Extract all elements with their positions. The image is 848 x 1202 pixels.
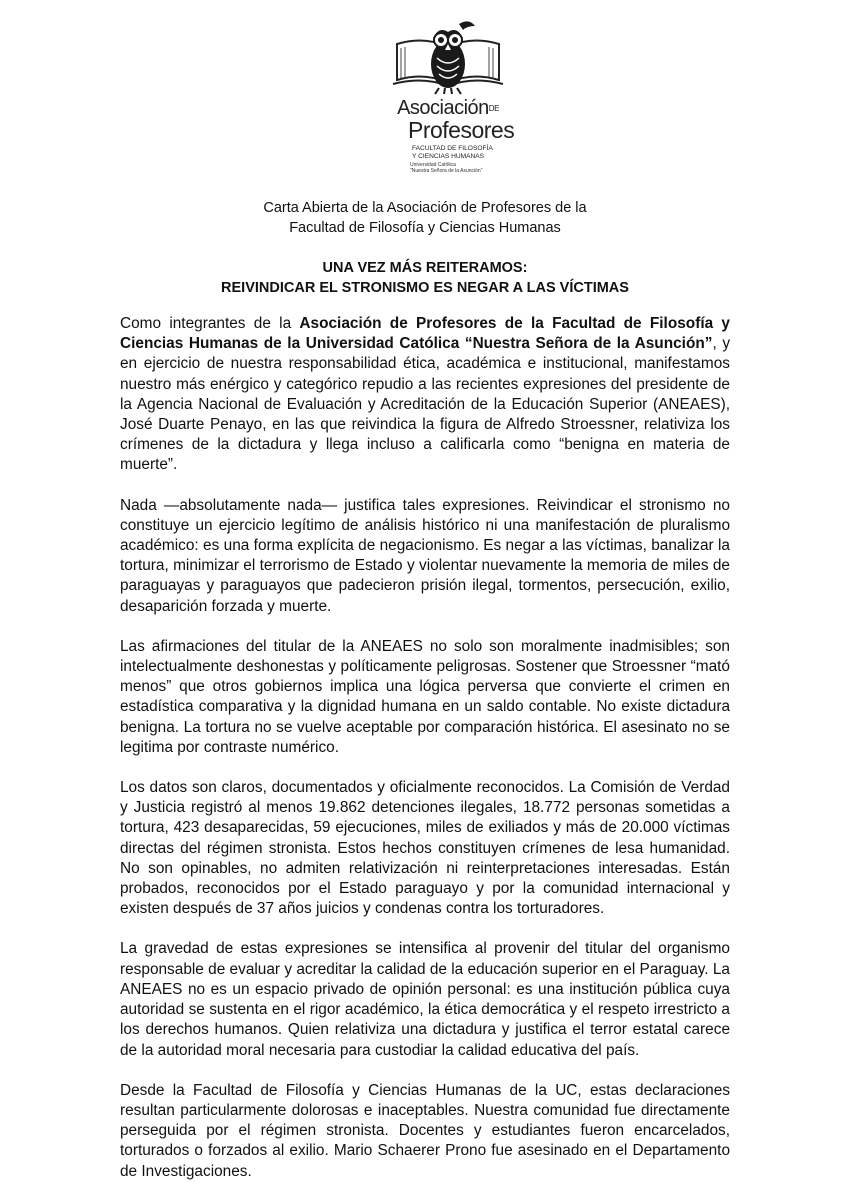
logo-word-profesores: Profesores [408, 117, 515, 143]
headline-line1: UNA VEZ MÁS REITERAMOS: [322, 260, 528, 276]
association-logo [388, 14, 515, 179]
paragraph-1-rest: , y en ejercicio de nuestra responsabilidad ética, académica e institucional, manifestamos nuestro más enérgico y categórico repudio a las recientes expresiones del presidente de la Agencia Nacional de Evaluación y Acreditación de la Educación Superior (ANEAES), José Duarte Penayo, en las que reivindica la figura de Alfredo Stroessner, relativiza los crímenes de la dictadura y llega incluso a calificarla como “benigna en materia de muerte”. [120, 335, 731, 474]
subtitle-line2: Facultad de Filosofía y Ciencias Humanas [289, 220, 561, 236]
logo-university-text [388, 162, 508, 174]
paragraph-1 [120, 314, 730, 476]
logo-faculty-line1: FACULTAD DE FILOSOFÍA [412, 145, 493, 152]
paragraph-2: Nada —absolutamente nada— justifica tales expresiones. Reivindicar el stronismo no constituye un ejercicio legítimo de análisis histórico ni una manifestación de pluralismo académico: es una forma explícita de negacionismo. Es negar a las víctimas, banalizar la tortura, minimizar el terrorismo de Estado y violentar nuevamente la memoria de miles de paraguayas y paraguayos que padecieron prisión ilegal, tormentos, persecución, exilio, desaparición forzada y muerte. [120, 496, 730, 615]
paragraph-1-intro: Como integrantes de la [120, 315, 300, 332]
headline-line2: REIVINDICAR EL STRONISMO ES NEGAR A LAS VÍCTIMAS [221, 280, 629, 296]
paragraph-6: Desde la Facultad de Filosofía y Ciencias Humanas de la UC, estas declaraciones resultan particularmente dolorosas e inaceptables. Nuestra comunidad fue directamente perseguida por el régimen stronista. Docentes y estudiantes fueron encarcelados, torturados o forzados al exilio. Mario Schaerer Prono fue asesinado en el Departamento de Investigaciones. [120, 1081, 730, 1180]
logo-title-line [388, 98, 508, 119]
logo-university-line1: Universidad Católica [410, 162, 456, 168]
paragraph-5: La gravedad de estas expresiones se intensifica al provenir del titular del organismo responsable de evaluar y acreditar la calidad de la educación superior en el Paraguay. La ANEAES no es un espacio privado de opinión personal: es una institución pública cuya autoridad se sustenta en el rigor académico, la ética democrática y el respeto irrestricto a los derechos humanos. Quien relativiza una dictadura y justifica el terror estatal carece de la autoridad moral necesaria para custodiar la calidad educativa del país. [120, 940, 730, 1059]
logo-faculty-text [388, 145, 508, 160]
letter-headline [120, 258, 730, 298]
letter-subtitle [120, 198, 730, 238]
paragraph-3: Las afirmaciones del titular de la ANEAES no solo son moralmente inadmisibles; son intelectualmente deshonestas y políticamente peligrosas. Sostener que Stroessner “mató menos” que otros gobiernos implica una lógica perversa que convierte el crimen en estadística comparativa y la dignidad humana en un saldo contable. No existe dictadura benigna. La tortura no se vuelve aceptable por comparación histórica. El asesinato no se legitima por contraste numérico. [120, 637, 730, 756]
paragraph-1-association-name: Asociación de Profesores de la Facultad de Filosofía y Ciencias Humanas de la Universidad Católica “Nuestra Señora de la Asunción” [120, 315, 730, 353]
subtitle-line1: Carta Abierta de la Asociación de Profesores de la [263, 200, 587, 216]
owl-book-icon [389, 14, 507, 98]
logo-word-de: DE [488, 104, 499, 113]
letter-body [120, 314, 730, 1202]
logo-word-asociacion: Asociación [397, 97, 489, 119]
logo-faculty-line2: Y CIENCIAS HUMANAS [412, 152, 485, 160]
logo-university-line2: "Nuestra Señora de la Asunción" [410, 168, 483, 174]
paragraph-4: Los datos son claros, documentados y oficialmente reconocidos. La Comisión de Verdad y Justicia registró al menos 19.862 detenciones ilegales, 18.772 personas sometidas a tortura, 423 desaparecidas, 59 ejecuciones, miles de exiliados y más de 20.000 víctimas directas del régimen stronista. Estos hechos constituyen crímenes de lesa humanidad. No son opinables, no admiten relativización ni reinterpretaciones interesadas. Están probados, reconocidos por el Estado paraguayo y por la comunidad internacional y existen después de 37 años juicios y condenas contra los torturadores. [120, 779, 730, 918]
